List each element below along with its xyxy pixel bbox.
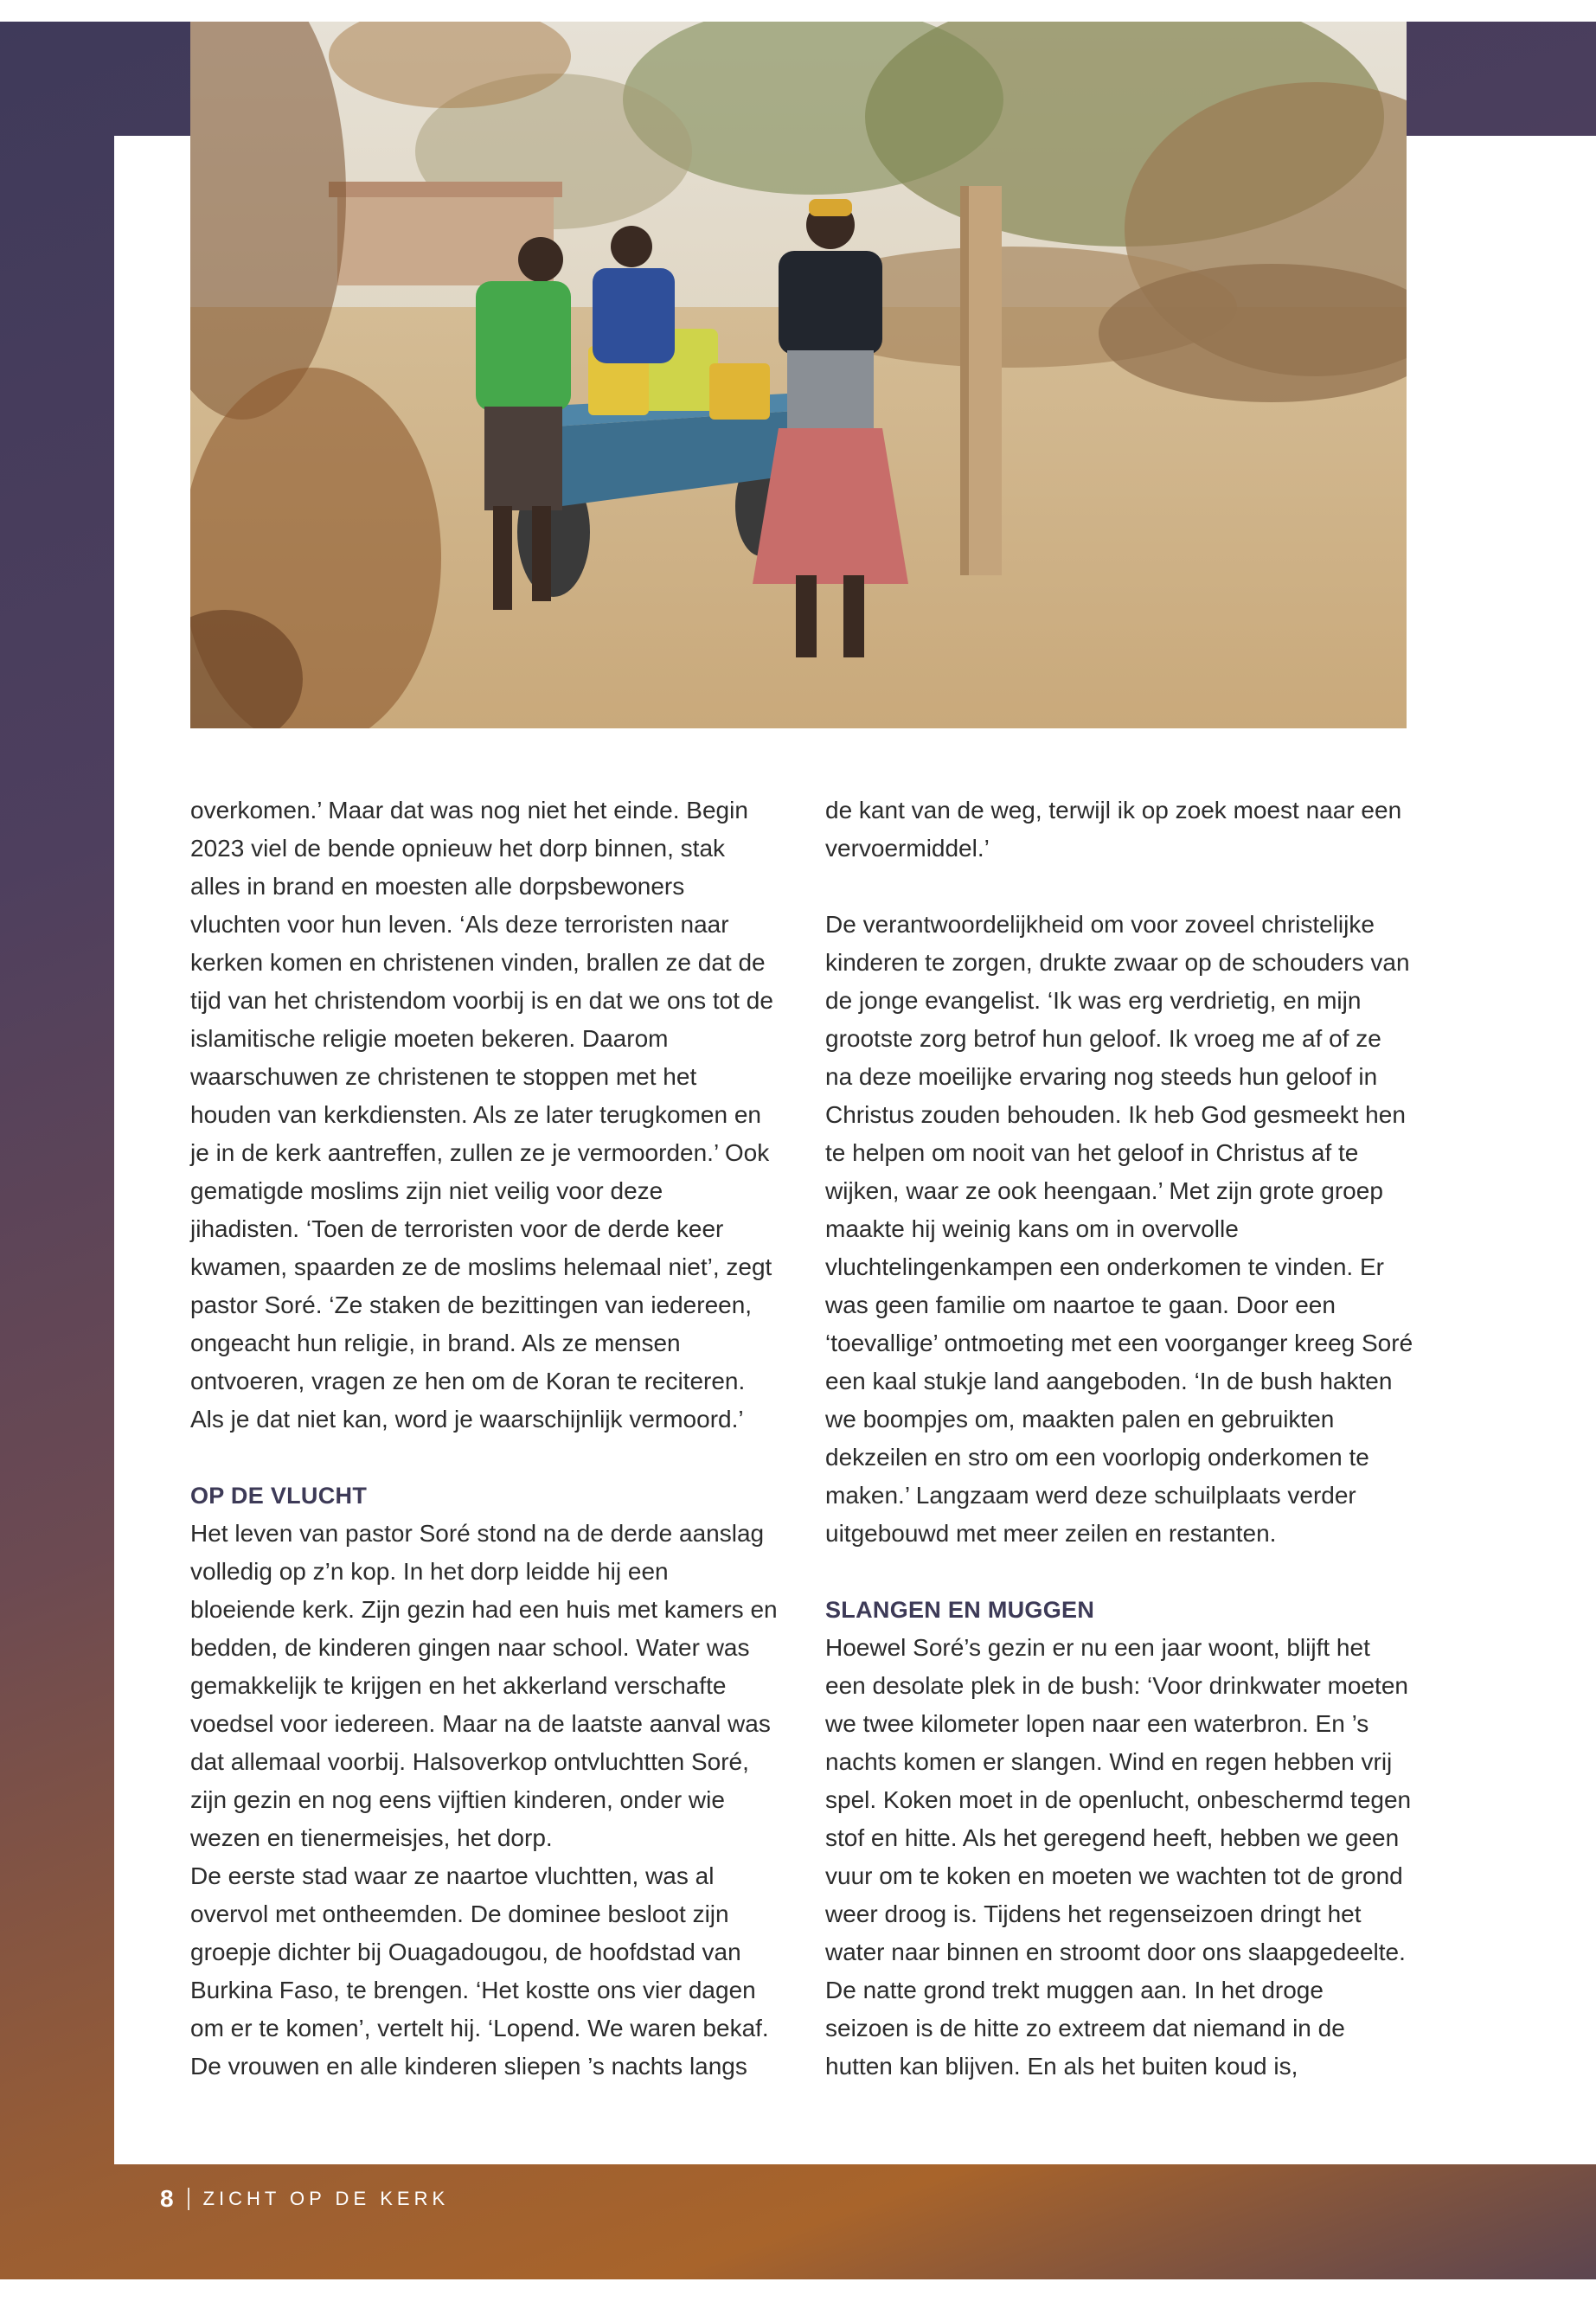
section-heading-op-de-vlucht: OP DE VLUCHT [190, 1483, 368, 1509]
magazine-title: ZICHT OP DE KERK [202, 2188, 450, 2209]
article-column-left [190, 792, 779, 2086]
page-footer [160, 2180, 449, 2218]
paragraph: Het leven van pastor Soré stond na de derde aanslag volledig op z’n kop. In het dorp leidde hij een bloeiende kerk. Zijn gezin had een huis met kamers en bedden, de kinderen gingen naar school. Water was gemakkelijk te krijgen en het akkerland verschafte voedsel voor iedereen. Maar na de laatste aanval was dat allemaal voorbij. Halsoverkop ontvluchtten Soré, zijn gezin en nog eens vijftien kinderen, onder wie wezen en tienermeisjes, het dorp. [190, 1520, 778, 1851]
paragraph: overkomen.’ Maar dat was nog niet het einde. Begin 2023 viel de bende opnieuw het dorp binnen, stak alles in brand en moesten alle dorpsbewoners vluchten voor hun leven. ‘Als deze terroristen naar kerken komen en christenen vinden, brallen ze dat de tijd van het christendom voorbij is en dat we ons tot de islamitische religie moeten bekeren. Daarom waarschuwen ze christenen te stoppen met het houden van kerkdiensten. Als ze later terugkomen en je in de kerk aantreffen, zullen ze je vermoorden.’ Ook gematigde moslims zijn niet veilig voor deze jihadisten. ‘Toen de terroristen voor de derde keer kwamen, spaarden ze de moslims helemaal niet’, zegt pastor Soré. ‘Ze staken de bezittingen van iedereen, ongeacht hun religie, in brand. Als ze mensen ontvoeren, vragen ze hen om de Koran te reciteren. Als je dat niet kan, word je waarschijnlijk vermoord.’ [190, 797, 773, 1433]
paragraph: De eerste stad waar ze naartoe vluchtten, was al overvol met ontheemden. De dominee besloot zijn groepje dichter bij Ouagadougou, de hoofdstad van Burkina Faso, te brengen. ‘Het kostte ons vier dagen om er te komen’, vertelt hij. ‘Lopend. We waren bekaf. De vrouwen en alle kinderen sliepen ’s nachts langs [190, 1862, 769, 2080]
page-number: 8 [160, 2185, 174, 2212]
paragraph: de kant van de weg, terwijl ik op zoek moest naar een vervoermiddel.’ [825, 797, 1402, 862]
photo-illustration [190, 22, 1407, 728]
footer-divider [188, 2188, 189, 2210]
paragraph: De verantwoordelijkheid om voor zoveel christelijke kinderen te zorgen, drukte zwaar op de schouders van de jonge evangelist. ‘Ik was erg verdrietig, en mijn grootste zorg betrof hun geloof. Ik vroeg me af of ze na deze moeilijke ervaring nog steeds hun geloof in Christus zouden behouden. Ik heb God gesmeekt hen te helpen om nooit van het geloof in Christus af te wijken, waar ze ook heengaan.’ Met zijn grote groep maakte hij weinig kans om in overvolle vluchtelingenkampen een onderkomen te vinden. Er was geen familie om naartoe te gaan. Door een ‘toevallige’ ontmoeting met een voorganger kreeg Soré een kaal stukje land aangeboden. ‘In de bush hakten we boompjes om, maakten palen en gebruikten dekzeilen en stro om een voorlopig onderkomen te maken.’ Langzaam werd deze schuilplaats verder uitgebouwd met meer zeilen en restanten. [825, 911, 1413, 1547]
section-heading-slangen-en-muggen: SLANGEN EN MUGGEN [825, 1597, 1095, 1623]
paragraph: Hoewel Soré’s gezin er nu een jaar woont, blijft het een desolate plek in de bush: ‘Voor drinkwater moeten we twee kilometer lopen naar een waterbron. En ’s nachts komen er slangen. Wind en regen hebben vrij spel. Koken moet in de openlucht, onbeschermd tegen stof en hitte. Als het geregend heeft, hebben we geen vuur om te koken en moeten we wachten tot de grond weer droog is. Tijdens het regenseizoen dringt het water naar binnen en stroomt door ons slaapgedeelte. De natte grond trekt muggen aan. In het droge seizoen is de hitte zo extreem dat niemand in de hutten kan blijven. En als het buiten koud is, [825, 1634, 1412, 2080]
article-photo [190, 22, 1407, 728]
article-column-right [825, 792, 1413, 2086]
